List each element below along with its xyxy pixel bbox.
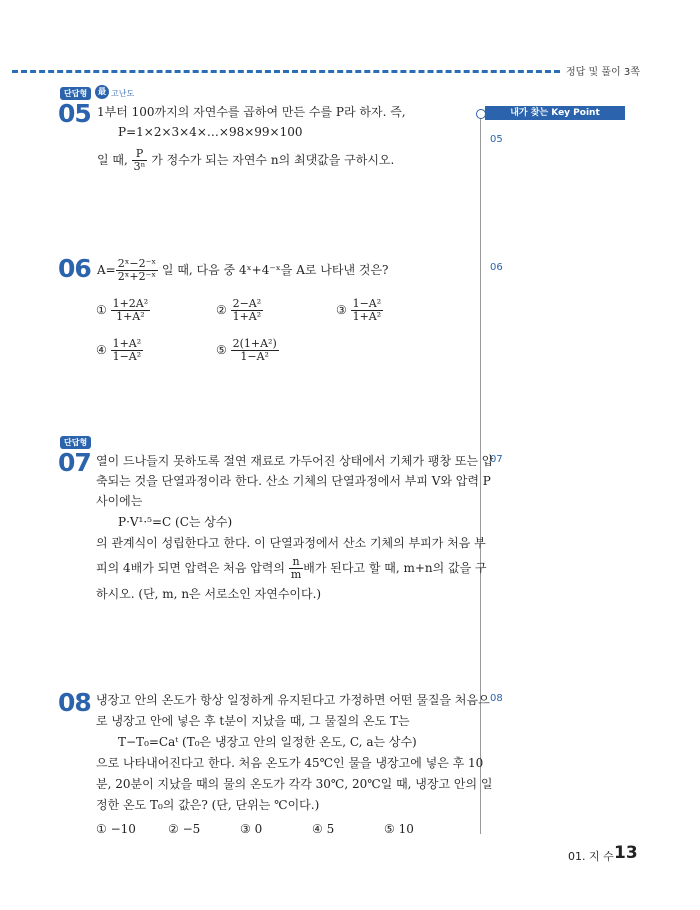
question-number-08: 08 [58, 688, 91, 717]
high-difficulty-icon: 最 [95, 85, 109, 99]
short-answer-badge: 단답형 [60, 436, 91, 449]
q08-line2: 로 냉장고 안에 넣은 후 t분이 지났을 때, 그 물질의 온도 T는 [96, 714, 410, 728]
q06-option-5[interactable]: ⑤ $\frac{\text{2(1+A²)}}{\text{1−A²}}$ [216, 337, 277, 363]
q08-line1: 냉장고 안의 온도가 항상 일정하게 유지된다고 가정하면 어떤 물질을 처음으 [96, 693, 490, 707]
q07-line2: 축되는 것을 단열과정이라 한다. 산소 기체의 단열과정에서 부피 V와 압력 P [96, 474, 491, 488]
question-number-07: 07 [58, 448, 91, 477]
q06-fraction: $\frac{\text{2ˣ−2⁻ˣ}}{\text{2ˣ+2⁻ˣ}}$ [117, 257, 157, 283]
q08-line5: 분, 20분이 지났을 때의 물의 온도가 각각 30℃, 20℃일 때, 냉장고 안의 일 [96, 777, 493, 791]
q05-formula: P=1×2×3×4×…×98×99×100 [118, 125, 303, 139]
key-point-title: 내가 찾는 Key Point [485, 106, 625, 120]
short-answer-badge: 단답형 [60, 87, 91, 100]
question-number-06: 06 [58, 254, 91, 283]
question-number-05: 05 [58, 99, 91, 128]
q08-option-3[interactable]: ③ 0 [240, 822, 263, 836]
q05-line3: 일 때, $\frac{P}{\text{3ⁿ}}$ 가 정수가 되는 자연수 n의 최댓값을 구하시오. [97, 147, 395, 173]
q06-option-4[interactable]: ④ $\frac{\text{1+A²}}{\text{1−A²}}$ [96, 337, 142, 363]
header-dashed-rule [12, 70, 560, 73]
q08-line4: 으로 나타내어진다고 한다. 처음 온도가 45℃인 물을 냉장고에 넣은 후 10 [96, 756, 484, 770]
q08-option-2[interactable]: ② −5 [168, 822, 201, 836]
q08-formula: T−T₀=Caᵗ (T₀은 냉장고 안의 일정한 온도, C, a는 상수) [118, 735, 417, 749]
q07-line1: 열이 드나들지 못하도록 절연 재료로 가두어진 상태에서 기체가 팽창 또는 압 [96, 454, 494, 468]
answer-reference: 정답 및 풀이 3쪽 [566, 67, 640, 78]
q07-line3: 사이에는 [96, 494, 143, 508]
q06-option-2[interactable]: ② $\frac{\text{2−A²}}{\text{1+A²}}$ [216, 297, 262, 323]
q08-option-5[interactable]: ⑤ 10 [384, 822, 414, 836]
q05-fraction: $\frac{P}{\text{3ⁿ}}$ [133, 147, 146, 173]
q07-line7: 하시오. (단, m, n은 서로소인 자연수이다.) [96, 587, 322, 601]
difficulty-label: 고난도 [111, 89, 135, 98]
q08-option-1[interactable]: ① −10 [96, 822, 136, 836]
q07-formula: P·V¹·⁵=C (C는 상수) [118, 515, 233, 529]
page-number: 13 [614, 843, 638, 863]
sidebar-label-08: 08 [490, 693, 503, 704]
sidebar-label-05: 05 [490, 134, 503, 145]
q07-fraction: $\frac{n}{m}$ [290, 555, 302, 581]
q06-option-3[interactable]: ③ $\frac{\text{1−A²}}{\text{1+A²}}$ [336, 297, 382, 323]
q06-option-1[interactable]: ① $\frac{\text{1+2A²}}{\text{1+A²}}$ [96, 297, 149, 323]
sidebar-label-07: 07 [490, 454, 503, 465]
sidebar-label-06: 06 [490, 262, 503, 273]
q07-line6: 피의 4배가 되면 압력은 처음 압력의 $\frac{n}{m}$ 배가 된다고 할 때, m+n의 값을 구 [96, 555, 487, 581]
q08-line6: 정한 온도 T₀의 값은? (단, 단위는 ℃이다.) [96, 798, 320, 812]
chapter-label: 01. 지 수 [568, 850, 614, 863]
q05-line1: 1부터 100까지의 자연수를 곱하여 만든 수를 P라 하자. 즉, [97, 105, 406, 119]
q06-stem: A= $\frac{\text{2ˣ−2⁻ˣ}}{\text{2ˣ+2⁻ˣ}}$ 일 때, 다음 중 4ˣ+4⁻ˣ을 A로 나타낸 것은? [97, 257, 389, 283]
q07-line5: 의 관계식이 성립한다고 한다. 이 단열과정에서 산소 기체의 부피가 처음 부 [96, 536, 486, 550]
q08-option-4[interactable]: ④ 5 [312, 822, 335, 836]
